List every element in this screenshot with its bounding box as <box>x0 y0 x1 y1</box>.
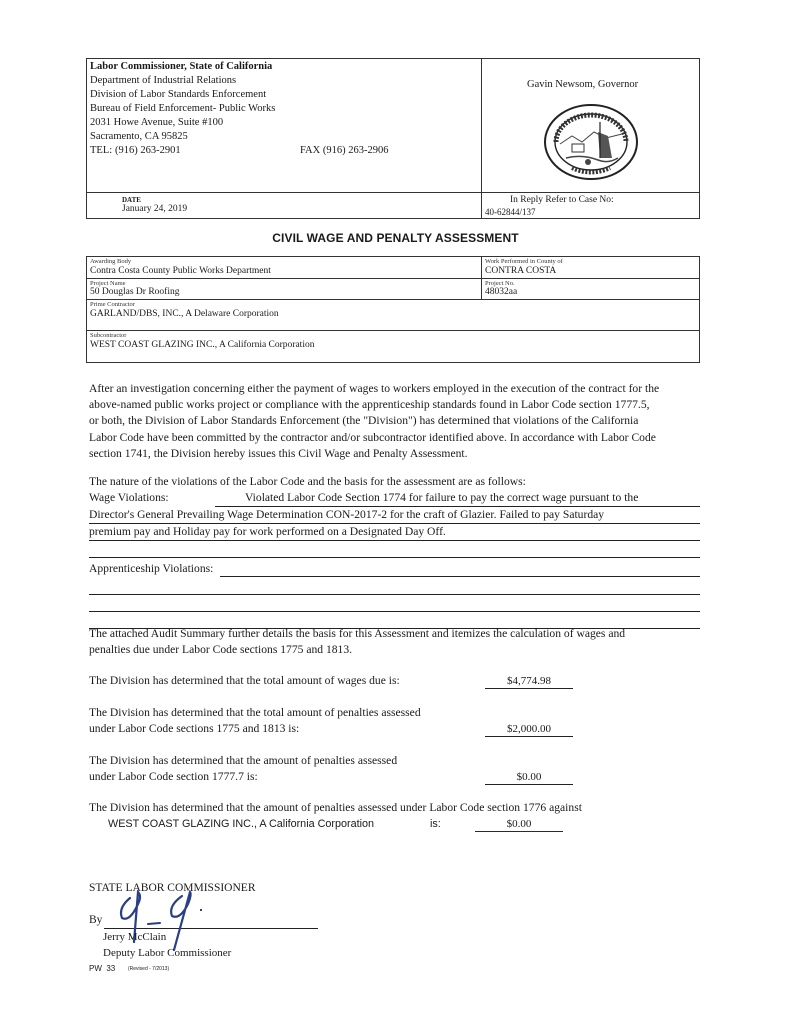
subcontractor-label: Subcontractor <box>90 332 127 339</box>
form-revision: (Revised - 7/2013) <box>128 966 170 972</box>
form-rule <box>89 523 700 524</box>
form-rule <box>89 594 700 595</box>
signer-name: Jerry McClain <box>103 931 167 943</box>
agency-line-6: Sacramento, CA 95825 <box>90 131 188 142</box>
wage-violation-line: premium pay and Holiday pay for work performed on a Designated Day Off. <box>89 525 446 538</box>
wages-due-statement: The Division has determined that the total amount of wages due is: <box>89 674 400 687</box>
intro-paragraph <box>89 381 709 462</box>
form-rule <box>89 557 700 558</box>
wages-due-amount: $4,774.98 <box>485 675 573 689</box>
case-number: 40-62844/137 <box>485 207 536 217</box>
audit-line: The attached Audit Summary further details the basis for this Assessment and itemizes the calculation of wages and <box>89 627 626 640</box>
county-value: CONTRA COSTA <box>485 265 557 276</box>
apprenticeship-violations-label: Apprenticeship Violations: <box>89 562 214 575</box>
agency-line-3: Division of Labor Standards Enforcement <box>90 89 267 100</box>
tel-number: (916) 263-2901 <box>115 145 181 156</box>
wage-violations-label: Wage Violations: <box>89 491 169 504</box>
form-rule <box>220 576 700 577</box>
intro-line: section 1741, the Division hereby issues this Civil Wage and Penalty Assessment. <box>89 446 468 460</box>
state-seal-icon <box>542 102 640 182</box>
penalties-1775-statement-2: under Labor Code sections 1775 and 1813 is: <box>89 722 300 735</box>
document-title: CIVIL WAGE AND PENALTY ASSESSMENT <box>272 231 519 245</box>
intro-line: Labor Code have been committed by the contractor and/or subcontractor identified above. In accordance with Labor Code <box>89 430 656 444</box>
audit-paragraph <box>89 626 625 658</box>
prime-contractor-label: Prime Contractor <box>90 301 135 308</box>
awarding-body-label: Awarding Body <box>90 258 132 265</box>
subcontractor-value: WEST COAST GLAZING INC., A California Corporation <box>90 339 315 350</box>
penalties-1777-statement-1: The Division has determined that the amount of penalties assessed <box>89 754 398 767</box>
tel-label: TEL: <box>90 145 113 156</box>
agency-line-2: Department of Industrial Relations <box>90 75 237 86</box>
wage-violation-line: Director's General Prevailing Wage Determination CON-2017-2 for the craft of Glazier. Failed to pay Saturday <box>89 508 605 521</box>
signer-title: Deputy Labor Commissioner <box>103 947 232 959</box>
agency-line-5: 2031 Howe Avenue, Suite #100 <box>90 117 224 128</box>
fax-number: FAX (916) 263-2906 <box>300 145 389 156</box>
intro-line: or both, the Division of Labor Standards Enforcement (the "Division") has determined that violations of the California <box>89 414 639 428</box>
governor-name: Gavin Newsom, Governor <box>527 79 639 90</box>
nature-statement: The nature of the violations of the Labor Code and the basis for the assessment are as follows: <box>89 475 526 488</box>
intro-line: above-named public works project or compliance with the apprenticeship standards found in Labor Code section 1777.5, <box>89 398 650 412</box>
form-rule <box>89 611 700 612</box>
form-id: PW 33 <box>89 964 116 973</box>
form-rule <box>215 506 700 507</box>
project-name-cell <box>87 278 482 300</box>
signature-heading: STATE LABOR COMMISSIONER <box>89 882 256 894</box>
audit-line: penalties due under Labor Code sections 1775 and 1813. <box>89 643 353 657</box>
subcontractor-cell <box>87 331 700 363</box>
penalties-1777-statement-2: under Labor Code section 1777.7 is: <box>89 770 258 783</box>
date-label: DATE <box>122 196 141 204</box>
penalties-1776-amount: $0.00 <box>475 818 563 832</box>
county-label: Work Performed in County of <box>485 258 563 265</box>
prime-contractor-cell <box>87 300 700 331</box>
project-no-label: Project No. <box>485 279 515 287</box>
county-cell <box>482 257 700 279</box>
intro-line: After an investigation concerning either the payment of wages to workers employed in the execution of the contract for the <box>89 382 660 395</box>
awarding-body-value: Contra Costa County Public Works Department <box>90 265 271 276</box>
project-name-value: 50 Douglas Dr Roofing <box>90 287 180 297</box>
awarding-body-cell <box>87 257 482 279</box>
agency-line-1: Labor Commissioner, State of California <box>90 61 273 72</box>
by-label: By <box>89 914 103 926</box>
agency-line-4: Bureau of Field Enforcement- Public Works <box>90 103 276 114</box>
project-info-table <box>86 256 700 363</box>
penalties-1776-statement-2: WEST COAST GLAZING INC., A California Corporation <box>108 818 375 830</box>
penalties-1776-statement-1: The Division has determined that the amount of penalties assessed under Labor Code section 1776 against <box>89 801 582 814</box>
project-no-value: 48032aa <box>485 287 518 297</box>
date-value: January 24, 2019 <box>122 204 188 214</box>
case-label: In Reply Refer to Case No: <box>510 195 614 205</box>
project-name-label: Project Name <box>90 279 126 287</box>
penalties-1775-statement-1: The Division has determined that the total amount of penalties assessed <box>89 706 421 719</box>
project-no-cell <box>482 278 700 300</box>
prime-contractor-value: GARLAND/DBS, INC., A Delaware Corporation <box>90 308 279 319</box>
form-rule <box>89 540 700 541</box>
wage-violation-line: Violated Labor Code Section 1774 for failure to pay the correct wage pursuant to the <box>245 491 639 504</box>
penalties-1776-is-label: is: <box>430 818 441 830</box>
penalties-1775-amount: $2,000.00 <box>485 723 573 737</box>
penalties-1777-amount: $0.00 <box>485 771 573 785</box>
